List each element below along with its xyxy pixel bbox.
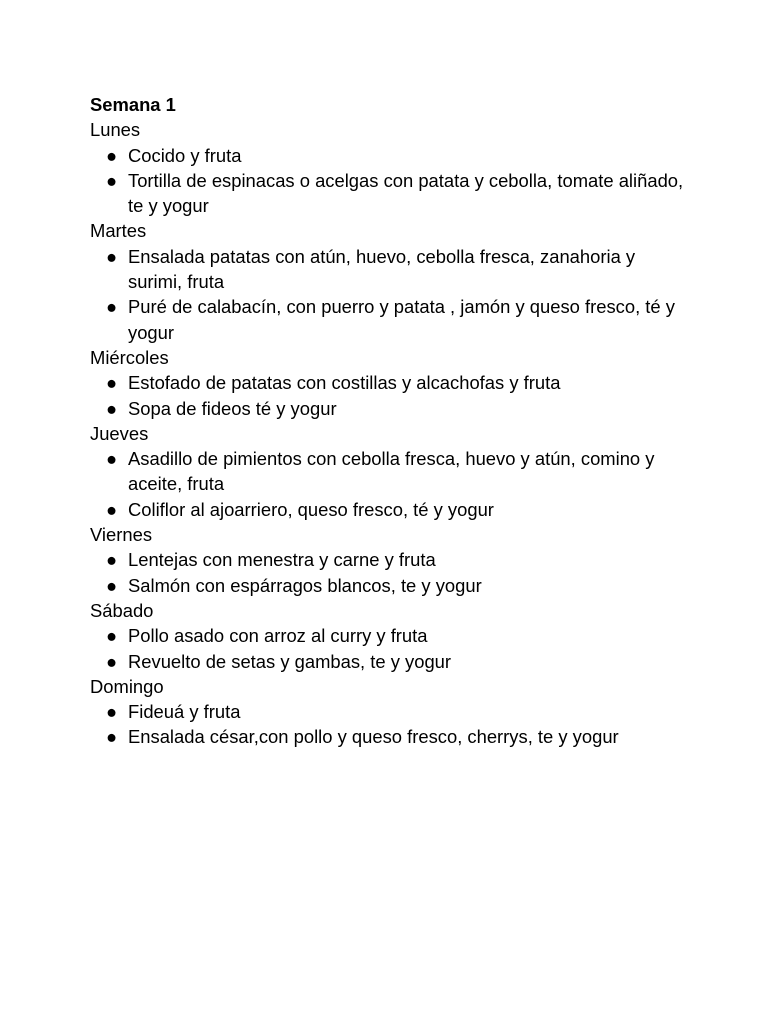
meal-text: Asadillo de pimientos con cebolla fresca, huevo y atún, comino y aceite, fruta	[128, 448, 655, 495]
bullet-icon: ●	[106, 144, 118, 166]
bullet-icon: ●	[106, 650, 118, 672]
week-title: Semana 1	[90, 94, 176, 115]
meal-text: Salmón con espárragos blancos, te y yogur	[128, 574, 482, 596]
list-item	[90, 244, 690, 295]
meal-list-thursday	[90, 446, 690, 522]
day-friday: Viernes	[90, 524, 153, 546]
bullet-icon: ●	[106, 549, 118, 571]
meal-list-saturday	[90, 623, 690, 674]
bullet-icon: ●	[106, 574, 118, 596]
list-item	[90, 168, 690, 219]
meal-list-sunday	[90, 699, 690, 750]
meal-list-monday	[90, 143, 690, 219]
meal-text: Pollo asado con arroz al curry y fruta	[128, 625, 428, 647]
meal-list-friday	[90, 547, 690, 598]
day-monday: Lunes	[90, 119, 141, 141]
meal-text: Ensalada césar,con pollo y queso fresco, cherrys, te y yogur	[128, 726, 619, 748]
bullet-icon: ●	[106, 448, 118, 470]
bullet-icon: ●	[106, 498, 118, 520]
day-thursday: Jueves	[90, 422, 149, 444]
meal-text: Cocido y fruta	[128, 144, 242, 166]
meal-text: Lentejas con menestra y carne y fruta	[128, 549, 436, 571]
day-wednesday: Miércoles	[90, 346, 169, 368]
list-item	[90, 497, 690, 522]
list-item	[90, 143, 690, 168]
day-sunday: Domingo	[90, 675, 164, 697]
meal-text: Estofado de patatas con costillas y alcachofas y fruta	[128, 372, 561, 394]
list-item	[90, 623, 690, 648]
bullet-icon: ●	[106, 372, 118, 394]
bullet-icon: ●	[106, 625, 118, 647]
meal-list-tuesday	[90, 244, 690, 345]
list-item	[90, 724, 690, 749]
menu-document	[90, 92, 690, 750]
list-item	[90, 573, 690, 598]
meal-text: Revuelto de setas y gambas, te y yogur	[128, 650, 452, 672]
meal-text: Ensalada patatas con atún, huevo, cebolla fresca, zanahoria y surimi, fruta	[128, 245, 636, 293]
list-item	[90, 446, 690, 497]
bullet-icon: ●	[106, 701, 118, 723]
meal-text: Tortilla de espinacas o acelgas con patata y cebolla, tomate aliñado, te y yogur	[128, 169, 684, 217]
bullet-icon: ●	[106, 397, 118, 419]
day-saturday: Sábado	[90, 599, 154, 621]
list-item	[90, 396, 690, 421]
list-item	[90, 294, 690, 345]
meal-text: Coliflor al ajoarriero, queso fresco, té y yogur	[128, 498, 494, 520]
list-item	[90, 547, 690, 572]
day-tuesday: Martes	[90, 220, 147, 242]
list-item	[90, 370, 690, 395]
meal-text: Sopa de fideos té y yogur	[128, 397, 337, 419]
meal-text: Fideuá y fruta	[128, 701, 241, 723]
list-item	[90, 649, 690, 674]
list-item	[90, 699, 690, 724]
meal-list-wednesday	[90, 370, 690, 421]
meal-text: Puré de calabacín, con puerro y patata , jamón y queso fresco, té y yogur	[128, 296, 675, 343]
bullet-icon: ●	[106, 296, 118, 318]
bullet-icon: ●	[106, 245, 118, 267]
bullet-icon: ●	[106, 726, 118, 748]
bullet-icon: ●	[106, 169, 118, 191]
